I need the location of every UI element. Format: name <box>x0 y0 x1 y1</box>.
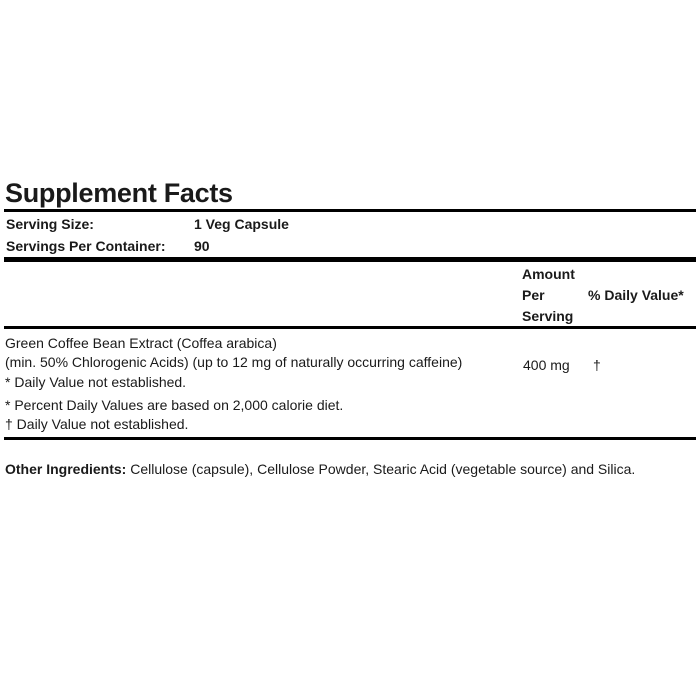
ingredient-amount: 400 mg <box>523 357 570 373</box>
ingredient-note: * Daily Value not established. <box>5 374 187 390</box>
column-header-row <box>4 262 696 326</box>
serving-size-row <box>4 213 696 235</box>
ingredient-name: Green Coffee Bean Extract (Coffea arabica) (min. 50% Chlorogenic Acids) (up to 12 mg of naturally occurring caffeine) <box>5 335 463 370</box>
servings-per-container-value: 90 <box>194 238 210 254</box>
ingredient-row <box>4 329 696 392</box>
other-ingredients <box>4 440 675 479</box>
serving-size-label: Serving Size: <box>6 216 94 232</box>
other-ingredients-label: Other Ingredients: <box>5 461 127 477</box>
footnotes <box>4 392 696 437</box>
footnote-percent: * Percent Daily Values are based on 2,000 calorie diet. <box>5 397 344 413</box>
serving-size-value: 1 Veg Capsule <box>194 216 289 232</box>
supplement-facts-panel <box>4 178 696 479</box>
daily-value-header: % Daily Value* <box>588 287 684 303</box>
ingredient-daily-value: † <box>593 357 601 373</box>
servings-per-container-row <box>4 235 696 257</box>
servings-per-container-label: Servings Per Container: <box>6 238 166 254</box>
footnote-dagger: † Daily Value not established. <box>5 416 189 432</box>
other-ingredients-text: Cellulose (capsule), Cellulose Powder, Stearic Acid (vegetable source) and Silica. <box>126 461 636 477</box>
amount-per-serving-header: Amount Per Serving <box>522 266 575 324</box>
panel-title: Supplement Facts <box>5 178 233 208</box>
title-divider <box>4 209 696 212</box>
